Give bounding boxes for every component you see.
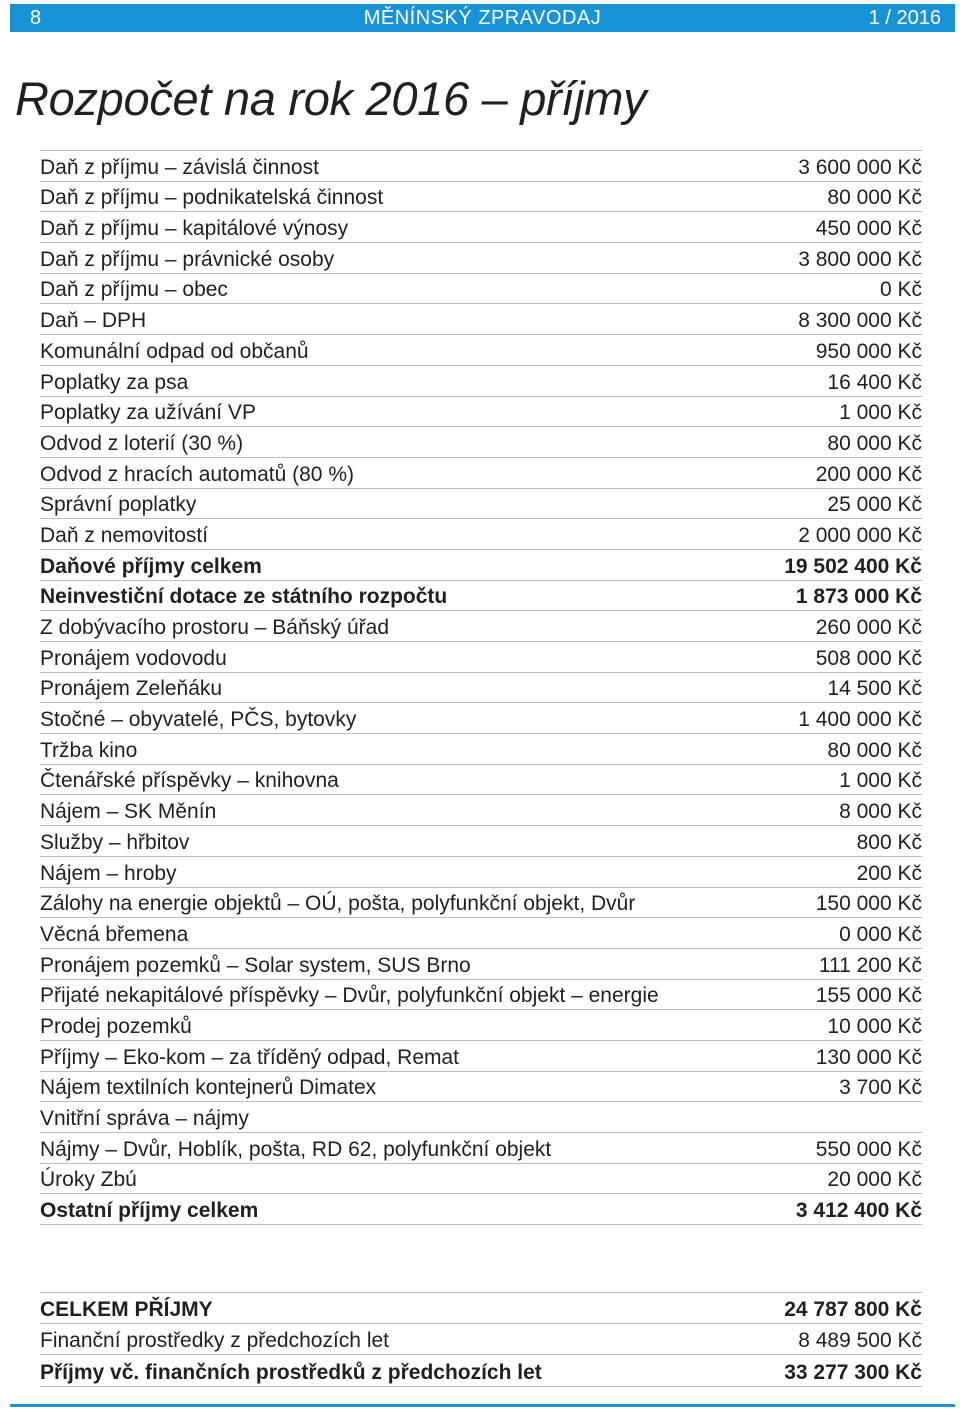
table-row — [40, 1041, 922, 1072]
row-label: Ostatní příjmy celkem — [40, 1199, 259, 1223]
row-value: 130 000 Kč — [815, 1045, 922, 1069]
issue-number: 1 / 2016 — [868, 7, 941, 29]
row-label: Daň z příjmu – podnikatelská činnost — [40, 186, 384, 210]
row-label: Tržba kino — [40, 738, 138, 762]
row-label: Pronájem pozemků – Solar system, SUS Brno — [40, 953, 471, 977]
row-value: 19 502 400 Kč — [784, 554, 922, 578]
table-row — [40, 1324, 922, 1356]
totals-table — [40, 1292, 922, 1387]
row-value: 950 000 Kč — [815, 339, 922, 363]
table-row — [40, 182, 922, 213]
publication-name: MĚNÍNSKÝ ZPRAVODAJ — [363, 7, 602, 29]
row-value: 1 873 000 Kč — [795, 585, 922, 609]
table-row — [40, 335, 922, 366]
table-row — [40, 427, 922, 458]
row-value: 3 600 000 Kč — [798, 155, 922, 179]
row-label: Přijaté nekapitálové příspěvky – Dvůr, polyfunkční objekt – energie — [40, 984, 659, 1008]
table-row — [40, 673, 922, 704]
row-value: 8 000 Kč — [839, 800, 922, 824]
table-row — [40, 1010, 922, 1041]
row-value: 800 Kč — [856, 830, 922, 854]
table-row — [40, 274, 922, 305]
table-row — [40, 366, 922, 397]
table-row — [40, 826, 922, 857]
row-value: 0 000 Kč — [839, 922, 922, 946]
row-value: 200 000 Kč — [815, 462, 922, 486]
row-label: Daň z nemovitostí — [40, 523, 209, 547]
row-label: Nájem – SK Měnín — [40, 800, 217, 824]
row-label: Z dobývacího prostoru – Báňský úřad — [40, 616, 390, 639]
row-label: Služby – hřbitov — [40, 830, 190, 854]
row-label: Prodej pozemků — [40, 1014, 192, 1038]
table-row — [40, 611, 922, 642]
row-label: Příjmy vč. finančních prostředků z předchozích let — [40, 1360, 542, 1384]
row-label: Věcná břemena — [40, 922, 189, 946]
table-row — [40, 243, 922, 274]
row-label: Daňové příjmy celkem — [40, 554, 262, 578]
row-label: CELKEM PŘÍJMY — [40, 1297, 213, 1321]
row-value: 550 000 Kč — [815, 1137, 922, 1161]
table-row — [40, 397, 922, 428]
row-label: Daň z příjmu – právnické osoby — [40, 247, 335, 271]
row-label: Poplatky za užívání VP — [40, 401, 256, 425]
table-row — [40, 1102, 922, 1133]
table-row — [40, 857, 922, 888]
row-value: 1 000 Kč — [839, 401, 922, 425]
row-label: Nájem – hroby — [40, 861, 177, 885]
row-value: 0 Kč — [879, 278, 922, 302]
row-label: Pronájem Zeleňáku — [40, 677, 223, 701]
row-label: Pronájem vodovodu — [40, 646, 227, 670]
table-row — [40, 1133, 922, 1164]
row-value: 16 400 Kč — [827, 370, 922, 394]
page-title: Rozpočet na rok 2016 – příjmy — [15, 72, 647, 125]
table-row — [40, 581, 922, 612]
table-row — [40, 458, 922, 489]
row-value: 2 000 000 Kč — [798, 523, 922, 547]
row-value: 14 500 Kč — [827, 677, 922, 701]
row-label: Stočné – obyvatelé, PČS, bytovky — [40, 708, 357, 732]
row-value: 20 000 Kč — [827, 1168, 922, 1192]
table-row — [40, 795, 922, 826]
row-value: 80 000 Kč — [827, 186, 922, 210]
table-row — [40, 489, 922, 520]
header-bar — [10, 4, 955, 32]
row-value: 10 000 Kč — [827, 1014, 922, 1038]
table-row — [40, 765, 922, 796]
row-value: 1 400 000 Kč — [798, 708, 922, 732]
row-value: 450 000 Kč — [815, 217, 922, 241]
table-row — [40, 1072, 922, 1103]
row-value: 80 000 Kč — [827, 738, 922, 762]
table-row — [40, 918, 922, 949]
row-label: Daň z příjmu – kapitálové výnosy — [40, 217, 349, 241]
table-row — [40, 151, 922, 182]
page-number: 8 — [30, 7, 42, 29]
row-label: Poplatky za psa — [40, 370, 189, 394]
table-row — [40, 212, 922, 243]
table-row — [40, 642, 922, 673]
row-value: 200 Kč — [856, 861, 922, 885]
row-label: Vnitřní správa – nájmy — [40, 1107, 249, 1130]
row-label: Finanční prostředky z předchozích let — [40, 1329, 390, 1352]
row-value: 3 700 Kč — [839, 1076, 922, 1100]
row-label: Úroky Zbú — [40, 1168, 137, 1192]
row-value: 155 000 Kč — [815, 984, 922, 1008]
table-row — [40, 550, 922, 581]
row-value: 111 200 Kč — [818, 953, 922, 977]
row-value: 24 787 800 Kč — [784, 1297, 922, 1321]
row-label: Daň – DPH — [40, 309, 147, 333]
row-label: Komunální odpad od občanů — [40, 339, 309, 363]
table-row — [40, 1355, 922, 1387]
row-label: Nájmy – Dvůr, Hoblík, pošta, RD 62, polyfunkční objekt — [40, 1137, 552, 1161]
table-row — [40, 734, 922, 765]
row-label: Správní poplatky — [40, 493, 197, 517]
row-label: Daň z příjmu – obec — [40, 278, 228, 302]
row-value: 8 300 000 Kč — [798, 309, 922, 333]
table-row — [40, 949, 922, 980]
row-label: Odvod z loterií (30 %) — [40, 431, 244, 455]
row-value: 260 000 Kč — [815, 616, 922, 639]
row-value: 3 412 400 Kč — [795, 1199, 922, 1223]
row-label: Daň z příjmu – závislá činnost — [40, 155, 319, 179]
table-row — [40, 1292, 922, 1324]
table-row — [40, 1164, 922, 1195]
row-value: 8 489 500 Kč — [798, 1329, 922, 1352]
row-value: 508 000 Kč — [815, 646, 922, 670]
table-row — [40, 703, 922, 734]
row-value: 150 000 Kč — [815, 892, 922, 916]
table-row — [40, 304, 922, 335]
table-row — [40, 1194, 922, 1225]
bottom-rule — [10, 1404, 955, 1407]
table-row — [40, 888, 922, 919]
row-value: 80 000 Kč — [827, 431, 922, 455]
row-label: Čtenářské příspěvky – knihovna — [40, 769, 339, 793]
row-value: 1 000 Kč — [839, 769, 922, 793]
row-label: Neinvestiční dotace ze státního rozpočtu — [40, 585, 448, 609]
table-row — [40, 980, 922, 1011]
row-value: 25 000 Kč — [827, 493, 922, 517]
row-value: 3 800 000 Kč — [798, 247, 922, 271]
row-label: Zálohy na energie objektů – OÚ, pošta, polyfunkční objekt, Dvůr — [40, 892, 636, 916]
row-label: Nájem textilních kontejnerů Dimatex — [40, 1076, 377, 1100]
table-row — [40, 519, 922, 550]
budget-table — [40, 151, 922, 1225]
row-label: Odvod z hracích automatů (80 %) — [40, 462, 354, 486]
row-value: 33 277 300 Kč — [784, 1360, 922, 1384]
row-label: Příjmy – Eko-kom – za tříděný odpad, Remat — [40, 1045, 460, 1069]
